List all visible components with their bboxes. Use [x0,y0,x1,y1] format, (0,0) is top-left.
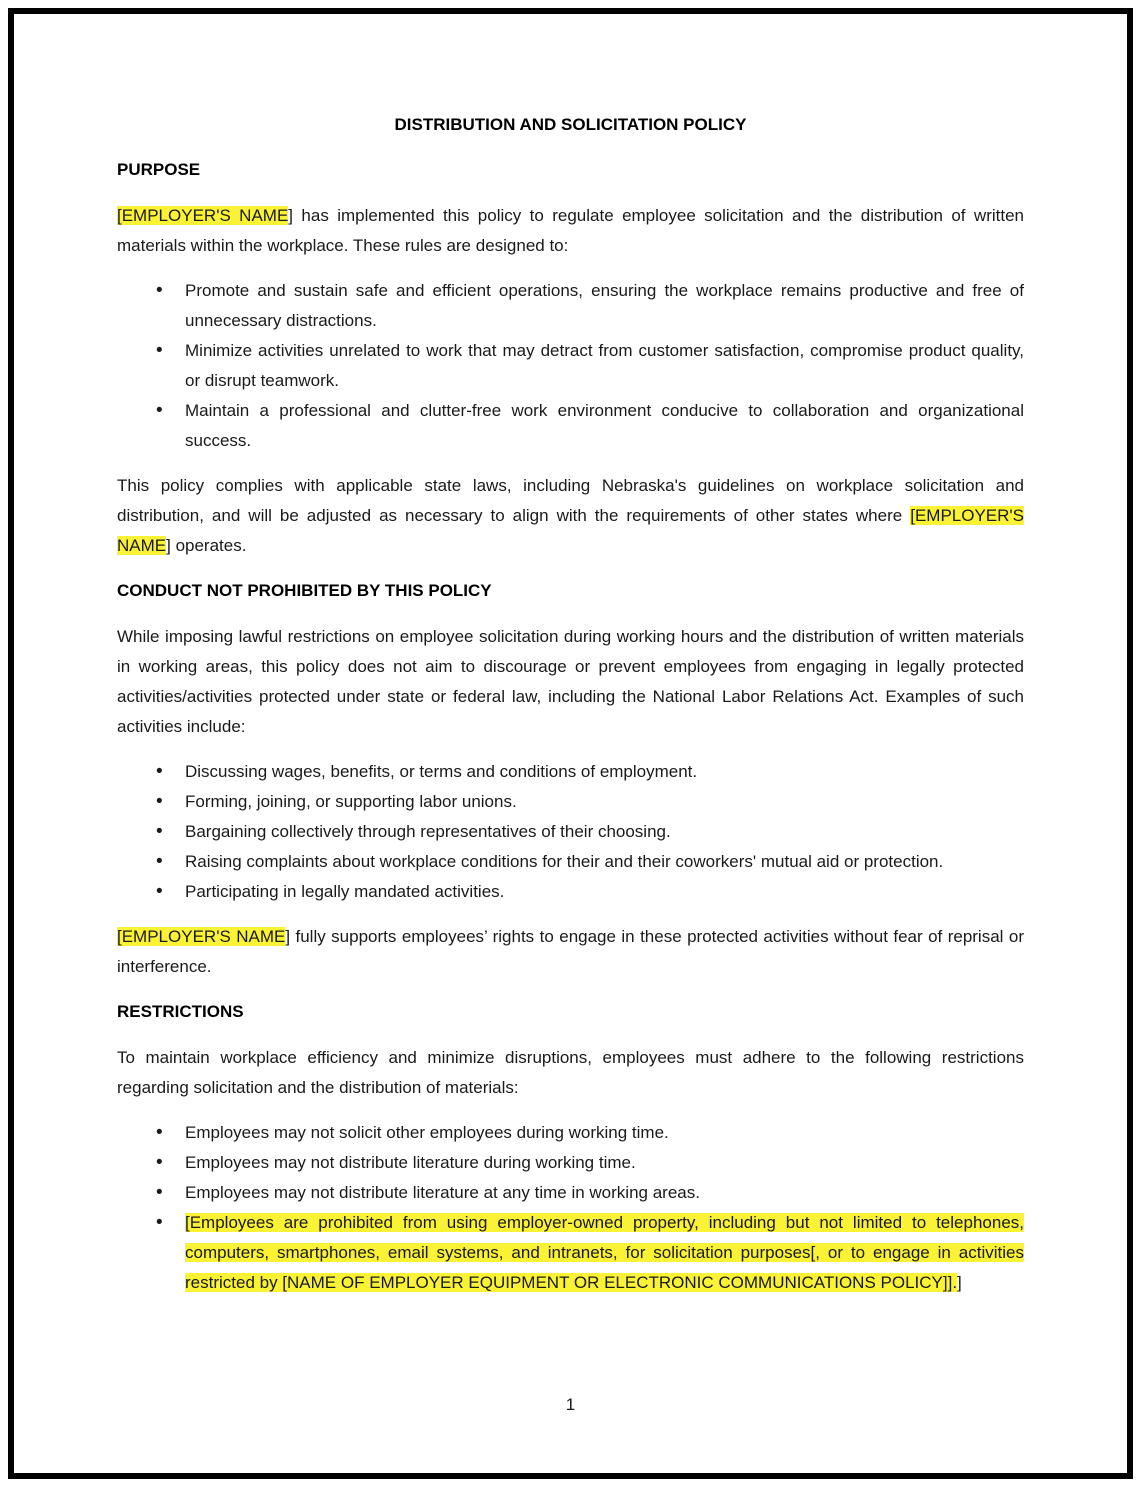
paragraph-restrictions-intro: To maintain workplace efficiency and minimize disruptions, employees must adhere to the following restrictions regarding solicitation and the distribution of materials: [117,1048,1024,1097]
list-item: • Promote and sustain safe and efficient operations, ensuring the workplace remains productive and free of unnecessary distractions. [117,276,1024,336]
paragraph-compliance [117,471,1024,561]
document-title: DISTRIBUTION AND SOLICITATION POLICY [394,115,747,134]
list-item: • Participating in legally mandated activities. [117,877,1024,907]
list-item: • Employees may not distribute literature during working time. [117,1148,1024,1178]
heading-purpose: PURPOSE [117,160,201,179]
paragraph-text: ] [957,1273,962,1292]
paragraph-conduct-closing [117,922,1024,982]
list-item: • Forming, joining, or supporting labor unions. [117,787,1024,817]
paragraph-purpose-intro [117,201,1024,261]
list-item: • Employees may not distribute literature at any time in working areas. [117,1178,1024,1208]
list-item: • Discussing wages, benefits, or terms and conditions of employment. [117,757,1024,787]
placeholder-employer-name: [EMPLOYER'S NAME [117,206,289,225]
page-content [14,14,1127,1473]
paragraph-text: ] has implemented this policy to regulate employee solicitation and the distribution of written materials within the workplace. These rules are designed to: [117,206,1024,255]
list-item: • Employees may not solicit other employees during working time. [117,1118,1024,1148]
heading-conduct-not-prohibited: CONDUCT NOT PROHIBITED BY THIS POLICY [117,581,492,600]
paragraph-text: ] operates. [166,536,247,555]
paragraph-text: ] fully supports employees’ rights to engage in these protected activities without fear of reprisal or interference. [117,927,1024,976]
restrictions-bullet-list [117,1118,1024,1298]
list-item: • Minimize activities unrelated to work that may detract from customer satisfaction, compromise product quality, or disrupt teamwork. [117,336,1024,396]
list-item: • Maintain a professional and clutter-free work environment conducive to collaboration and organizational success. [117,396,1024,456]
conduct-bullet-list [117,757,1024,907]
list-item: • Raising complaints about workplace conditions for their and their coworkers' mutual aid or protection. [117,847,1024,877]
placeholder-employer-name: [EMPLOYER'S NAME [117,927,286,946]
placeholder-equipment-policy-clause: [Employees are prohibited from using employer-owned property, including but not limited to telephones, computers, smartphones, email systems, and intranets, for solicitation purposes[, or to engage in activities restricted by [NAME OF EMPLOYER EQUIPMENT OR ELECTRONIC COMMUNICATIONS POLICY]]. [185,1213,1024,1292]
heading-restrictions: RESTRICTIONS [117,1002,244,1021]
placeholder-employer-name: [EMPLOYER'S NAME [117,506,1024,555]
purpose-bullet-list [117,276,1024,456]
paragraph-conduct-intro: While imposing lawful restrictions on employee solicitation during working hours and the distribution of written materials in working areas, this policy does not aim to discourage or prevent employees from engaging in legally protected activities/activities protected under state or federal law, including the National Labor Relations Act. Examples of such activities include: [117,627,1024,736]
paragraph-text: This policy complies with applicable state laws, including Nebraska's guidelines on workplace solicitation and distribution, and will be adjusted as necessary to align with the requirements of other states where [117,476,1024,525]
list-item: • Bargaining collectively through representatives of their choosing. [117,817,1024,847]
list-item-highlighted [117,1208,1024,1298]
page-border [8,8,1133,1479]
page-number: 1 [565,1395,576,1414]
